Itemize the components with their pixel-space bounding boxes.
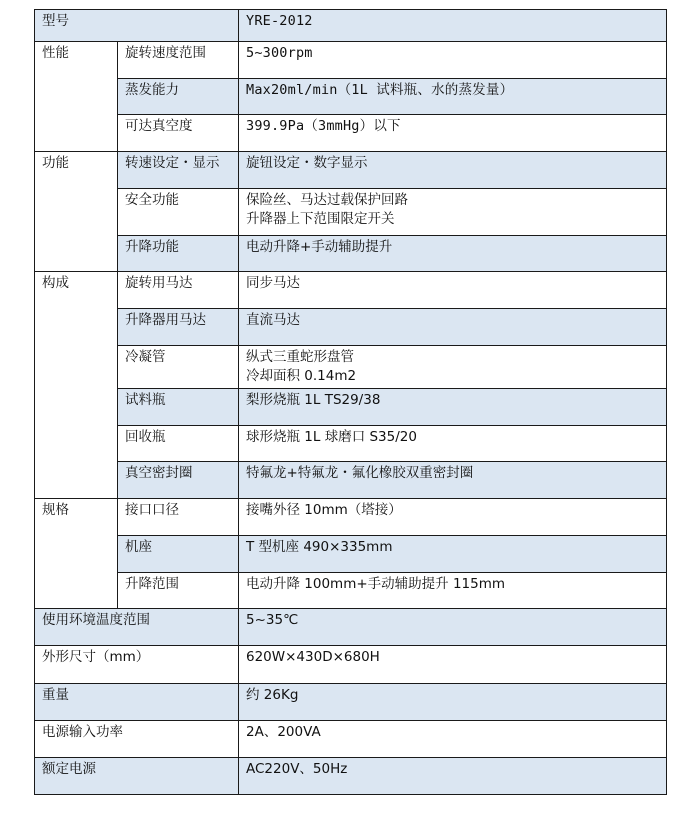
row-value: 球形烧瓶 1L 球磨口 S35/20 [239, 426, 667, 462]
row-value: 特氟龙+特氟龙・氟化橡胶双重密封圈 [239, 462, 667, 499]
row-value: AC220V、50Hz [239, 758, 667, 795]
table-row [35, 79, 667, 115]
row-label: 蒸发能力 [118, 79, 239, 115]
row-label: 可达真空度 [118, 115, 239, 152]
table-row [35, 499, 667, 536]
table-row-model [35, 10, 667, 42]
row-label: 使用环境温度范围 [35, 609, 239, 646]
table-row [35, 152, 667, 189]
row-value: Max20ml/min（1L 试料瓶、水的蒸发量） [239, 79, 667, 115]
category-specification: 规格 [35, 499, 118, 609]
row-value: 约 26Kg [239, 684, 667, 721]
row-label: 额定电源 [35, 758, 239, 795]
table-row [35, 389, 667, 426]
model-label: 型号 [35, 10, 239, 42]
row-label: 升降范围 [118, 573, 239, 609]
category-performance: 性能 [35, 42, 118, 152]
row-label: 重量 [35, 684, 239, 721]
row-value: 2A、200VA [239, 721, 667, 758]
row-value: 电动升降 100mm+手动辅助提升 115mm [239, 573, 667, 609]
table-row [35, 309, 667, 346]
table-row [35, 115, 667, 152]
row-value: 同步马达 [239, 272, 667, 309]
table-row [35, 42, 667, 79]
row-label: 试料瓶 [118, 389, 239, 426]
category-function: 功能 [35, 152, 118, 272]
row-value: T 型机座 490×335mm [239, 536, 667, 573]
row-label: 旋转用马达 [118, 272, 239, 309]
row-value: 接嘴外径 10mm（塔接） [239, 499, 667, 536]
table-row [35, 609, 667, 646]
row-label: 真空密封圈 [118, 462, 239, 499]
row-label: 升降器用马达 [118, 309, 239, 346]
table-row [35, 684, 667, 721]
model-value: YRE-2012 [239, 10, 667, 42]
row-label: 转速设定・显示 [118, 152, 239, 189]
row-value: 直流马达 [239, 309, 667, 346]
spec-table [34, 9, 667, 795]
table-row [35, 462, 667, 499]
table-row [35, 646, 667, 684]
row-value: 旋钮设定・数字显示 [239, 152, 667, 189]
row-value: 保险丝、马达过载保护回路 升降器上下范围限定开关 [239, 189, 667, 236]
row-label: 电源输入功率 [35, 721, 239, 758]
table-row [35, 721, 667, 758]
table-row [35, 536, 667, 573]
row-label: 安全功能 [118, 189, 239, 236]
row-label: 接口口径 [118, 499, 239, 536]
row-value: 梨形烧瓶 1L TS29/38 [239, 389, 667, 426]
row-label: 外形尺寸（mm） [35, 646, 239, 684]
table-row [35, 758, 667, 795]
row-label: 升降功能 [118, 236, 239, 272]
table-row [35, 426, 667, 462]
row-label: 旋转速度范围 [118, 42, 239, 79]
row-value: 5~300rpm [239, 42, 667, 79]
row-value: 620W×430D×680H [239, 646, 667, 684]
row-value: 399.9Pa（3mmHg）以下 [239, 115, 667, 152]
row-label: 冷凝管 [118, 346, 239, 389]
row-value: 5~35℃ [239, 609, 667, 646]
table-row [35, 573, 667, 609]
row-label: 回收瓶 [118, 426, 239, 462]
table-row [35, 189, 667, 236]
table-row [35, 346, 667, 389]
table-row [35, 272, 667, 309]
row-value: 电动升降+手动辅助提升 [239, 236, 667, 272]
row-value: 纵式三重蛇形盘管 冷却面积 0.14m2 [239, 346, 667, 389]
row-label: 机座 [118, 536, 239, 573]
category-composition: 构成 [35, 272, 118, 499]
table-row [35, 236, 667, 272]
